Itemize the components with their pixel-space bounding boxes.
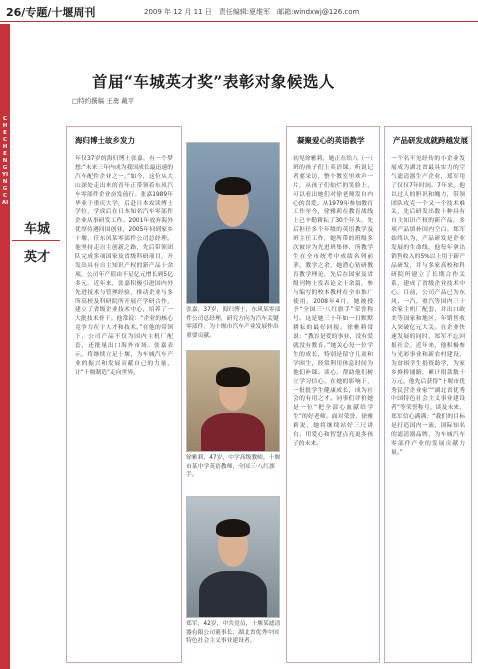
vertical-label: CHE CHENG YING CAI	[1, 116, 9, 206]
column-2	[286, 126, 380, 663]
brand-top: 车城	[24, 222, 51, 237]
brand-bottom: 英才	[24, 250, 51, 265]
photo-1	[186, 142, 280, 304]
page-header	[0, 3, 478, 22]
column-3-heading: 产品研发成就跨越发展	[393, 136, 468, 145]
side-strip	[0, 24, 10, 669]
column-2-body: 初见徐雅莉，她正在给八（一）班的孩子们上英语课。听说记者要采访，整个教室里欢声一片，从孩子们灿烂的笑脸上，可以看出她们对徐老师发自内心的喜爱。从1979年参加教育工作至今，徐雅莉在教育战线上已辛勤耕耘了30个年头，先后担任多个年级的英语教学及班主任工作，她所带的班级多次被评为先进班集体，所教学生在全市统考中成绩名列前茅。教学之余，她潜心钻研教育教学理论，先后在国家及省级刊物上发表论文十余篇，参与编写的校本教材在全市推广使用。2008年4月，她被授予“全国三·八红旗手”荣誉称号。这是她三十年如一日默默耕耘的最好回报。徐雅莉常说：“教育是爱的事业，没有爱就没有教育。”她关心每一位学生的成长，特别是留守儿童和学困生，经常利用休息时间为他们补课、谈心，帮助他们树立学习信心。在她的影响下，一批批学生健康成长，成为社会的有用之才。同事们评价她是一位“把全部心血献给学生”的好老师。面对荣誉，徐雅莉说，她将继续站好三尺讲台，用爱心和智慧点亮更多孩子的未来。	[293, 156, 373, 447]
photo-3-caption: 郑军，42岁，中共党员，十堰某滤清器有限公司董事长，湖北省优秀中国特色社会主义事业建设者。	[186, 621, 281, 644]
page-meta: 2009 年 12 月 11 日 责任编辑:夏维军 邮箱:windxwj@126.com	[144, 8, 360, 16]
page-section-title: 26/专题/十堰周刊	[6, 6, 96, 19]
column-1-body: 年仅37岁的海归博士张嘉，有一个梦想:“未来三年内成为我国成长最迅速的汽车配件企业之一。”如今，这位从大山深处走出来的青年正带领着东风汽车零部件企业奋发前行。张嘉1989年毕业于重庆大学，后赴日本攻读博士学位，学成后在日本知名汽车零部件企业从事研发工作。2001年放弃海外优厚待遇回国创业，2005年回到家乡十堰，任东风某零部件公司总经理。他坚持走自主创新之路，先后带领团队完成多项国家及省级科研项目，开发出具有自主知识产权的新产品十余项，公司年产值由不足亿元增长到5亿多元。近年来，张嘉积极引进国内外先进技术与管理经验，推动企业与多所高校及科研院所开展产学研合作，建立了省级企业技术中心，培养了一大批技术骨干。他常说：“企业的核心竞争力在于人才和技术。”在他的带领下，公司产品不仅为国内主机厂配套，还批量出口海外市场。张嘉表示，将继续立足十堰，为车城汽车产业的振兴和发展贡献自己的力量，让“十堰制造”走向世界。	[75, 156, 173, 376]
column-1	[66, 126, 182, 663]
article-title: 首届“车城英才奖”表彰对象候选人	[92, 72, 335, 91]
brand-divider	[12, 240, 60, 241]
column-1-heading: 海归博士故乡发力	[75, 136, 135, 145]
photo-1-caption: 张嘉，37岁，海归博士，东风某零部件公司总经理，研究方向为汽车关键零部件，为十堰市汽车产业发展作出重要贡献。	[186, 307, 281, 339]
column-3-body: 一个名不见经传的小企业发展成为湖北省最具实力的空气滤清器生产企业，郑军用了仅仅7年时间。7年来，他以过人的胆识和魄力，带领团队攻克一个又一个技术难关，先后研发出数十种具有自主知识产权的新产品，多项产品填补国内空白。郑军始终认为，产品研发是企业发展的生命线。他每年拿出销售收入的5%以上用于新产品研发，并与多家高校和科研院所建立了长期合作关系，建成了省级企业技术中心。目前，公司产品已为东风、一汽、重汽等国内三十余家主机厂配套，并出口欧美等国家和地区，年销售收入突破亿元大关。在企业快速发展的同时，郑军不忘回报社会。近年来，他积极参与光彩事业和新农村建设，为贫困学生捐资助学，为家乡修桥铺路，累计捐款数十万元。他先后获得“十堰市优秀民营企业家”“湖北省优秀中国特色社会主义事业建设者”等荣誉称号。谈及未来，郑军信心满满：“我们的目标是打造国内一流、国际知名的滤清器品牌，为车城汽车零部件产业的发展贡献力量。”	[391, 156, 465, 456]
photo-3	[186, 496, 280, 618]
photo-2	[186, 350, 280, 452]
brand-block	[10, 212, 64, 312]
article-byline: □特约撰稿 王勇 戴平	[72, 97, 135, 105]
photo-2-caption: 徐雅莉，47岁，中学高级教师，十堰市某中学英语教师，全国三·八红旗手。	[186, 455, 281, 478]
column-3	[384, 126, 472, 663]
column-2-heading: 凝聚爱心的英语教学	[297, 136, 365, 145]
